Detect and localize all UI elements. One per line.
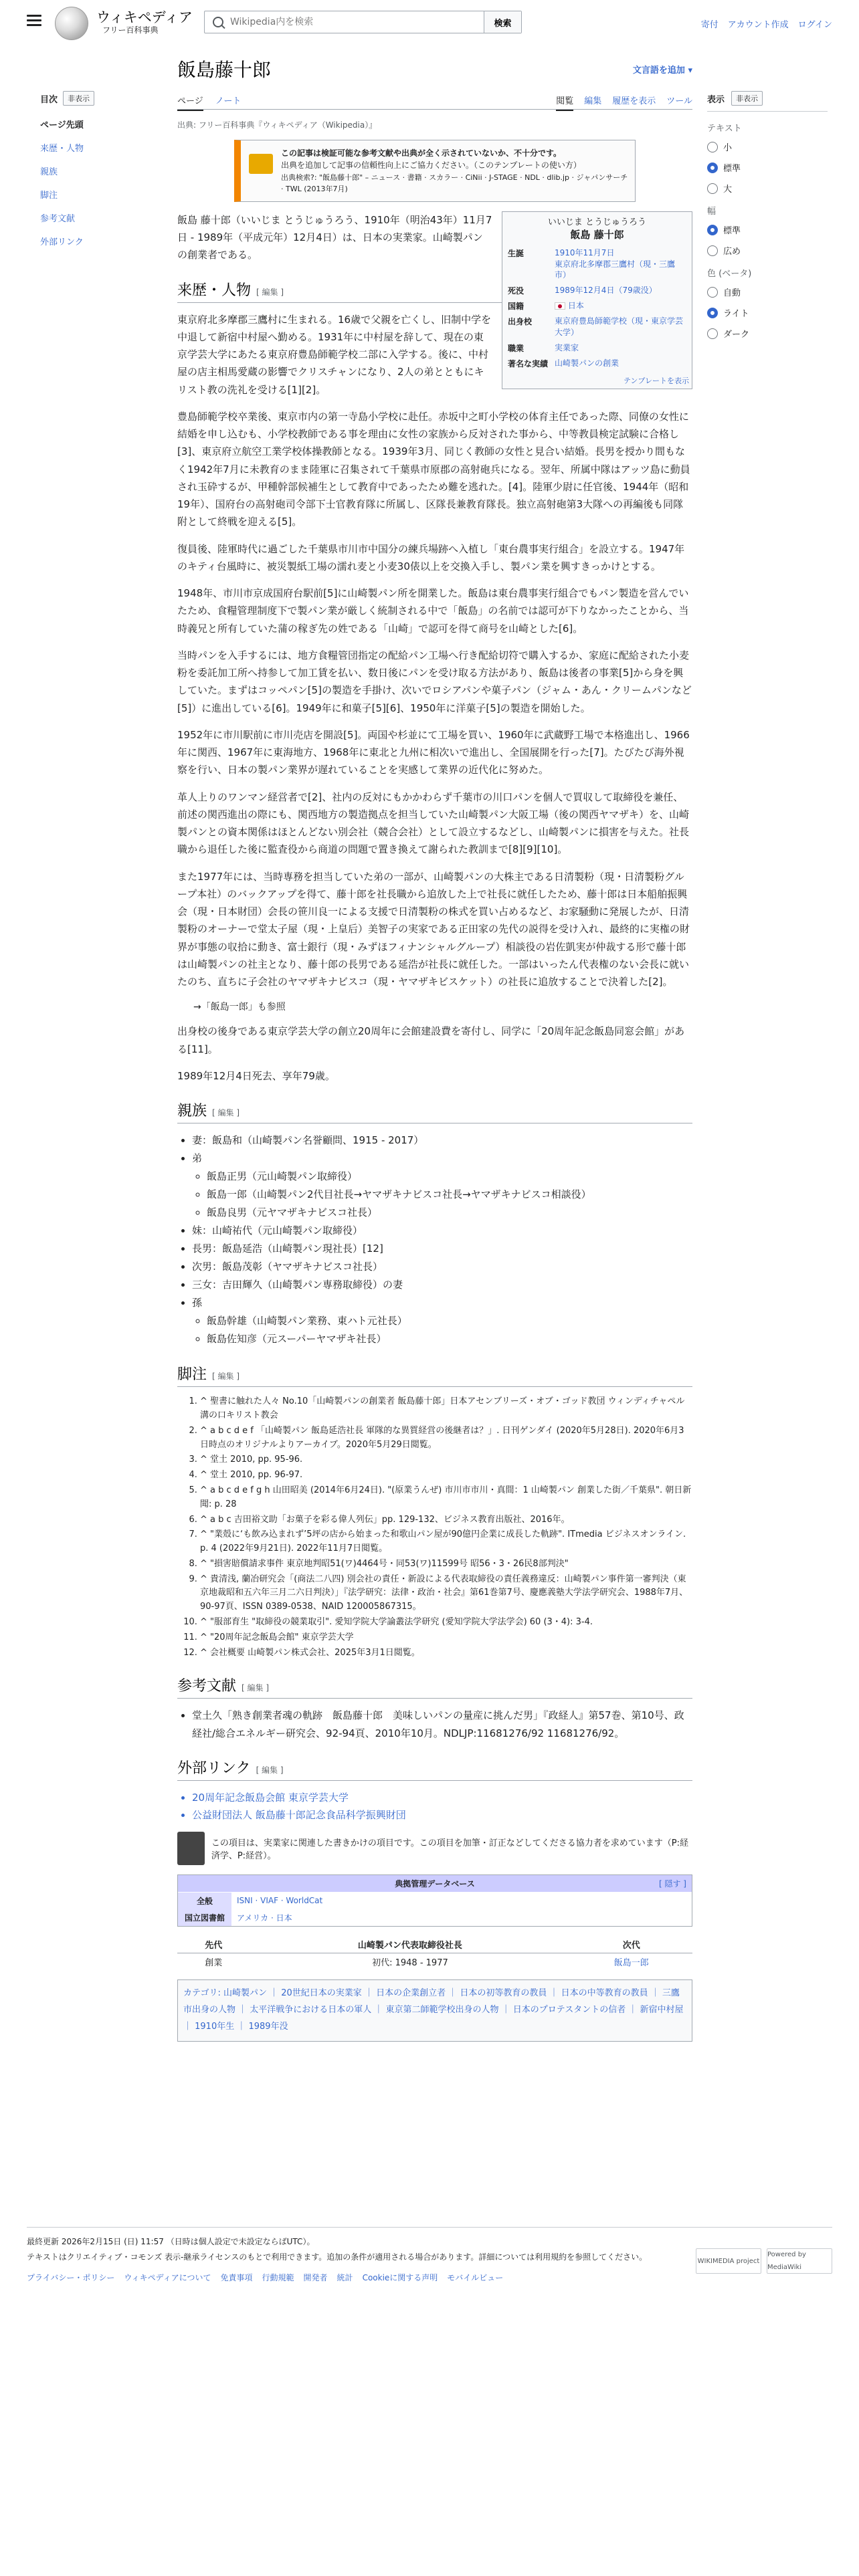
toc-item[interactable]: 来歴・人物 bbox=[40, 144, 84, 154]
color-label: 色 (ベータ) bbox=[707, 269, 752, 279]
infobox-value[interactable]: 1989年12月4日（79歳没） bbox=[555, 286, 657, 296]
appearance-panel bbox=[707, 91, 828, 348]
radio-label: ダーク bbox=[723, 330, 750, 340]
succession-prev: 創業 bbox=[205, 1958, 223, 1969]
section-heading-family: 親族 [ 編集 ] bbox=[177, 1099, 692, 1123]
section-heading-career: 来歴・人物 [ 編集 ] bbox=[177, 279, 692, 303]
reference-item[interactable]: 8. ^ "損害賠償請求事件 東京地判昭51(ワ)4464号・同53(ワ)11599号 昭56・3・26民8部判決" bbox=[200, 1558, 692, 1572]
page-title: 飯島藤十郎 bbox=[177, 59, 272, 81]
infobox-name: 飯島 藤十郎 bbox=[570, 228, 624, 241]
table-of-contents bbox=[40, 91, 161, 258]
infobox bbox=[502, 211, 692, 389]
reference-item[interactable]: 4. ^ 堂土 2010, pp. 96-97. bbox=[200, 1469, 692, 1483]
reference-item[interactable]: 3. ^ 堂土 2010, pp. 95-96. bbox=[200, 1453, 692, 1467]
list-item: • 長男：飯島延浩（山崎製パン現社長）[12] bbox=[192, 1240, 692, 1258]
list-item: • 孫 ◦ 飯島幹雄（山崎製パン業務、東ハト元社長） ◦ 飯島佐知彦（元スーパーヤマザキ社長） bbox=[192, 1294, 692, 1348]
stub-notice bbox=[177, 1832, 692, 1865]
search-icon bbox=[213, 17, 223, 27]
see-also-note[interactable]: →「飯島一郎」も参照 bbox=[193, 1002, 286, 1013]
radio-label: 広め bbox=[723, 247, 741, 257]
succession-next-label: 次代 bbox=[622, 1941, 640, 1951]
reference-item[interactable]: 9. ^ 貴清浅, 蘭冶研究会「(商法二八四) 別会社の責任・新設による代表取締役の責任義務違反：山崎製パン事件第一審判決（東京地裁昭和五六年三月二六日判決）」『法学研究：法律・政治・社会』第61巻第7号、慶應義塾大学法学研究会、1988年7月、90-97頁、ISSN 0389-0538、NAID 120005867315。 bbox=[200, 1573, 692, 1614]
appearance-title: 表示 bbox=[707, 94, 725, 105]
businessman-portrait-icon bbox=[177, 1832, 205, 1865]
edit-link[interactable]: [ 編集 ] bbox=[212, 1108, 240, 1118]
bibliography-list bbox=[192, 1707, 692, 1742]
main-content bbox=[177, 59, 692, 2042]
reference-item[interactable]: 1. ^ 聖書に触れた人々 No.10「山崎製パンの創業者 飯島藤十郎」日本アセンブリーズ・オブ・ゴッド教団 ウィンディチャペル 溝の口キリスト教会 bbox=[200, 1395, 692, 1423]
body-paragraph: 東京府北多摩郡三鷹村に生まれる。16歳で父親を亡くし、旧制中学を中退して新宿中村屋へ勤める。1931年に中村屋を辞して、現在の東京学芸大学にあたる東京府豊島師範学校二部に入学する。後に、中村屋の店主相馬愛蔵の影響でクリスチャンになり、2人の弟とともにキリスト教の洗礼を受ける[1][2]。 bbox=[177, 313, 492, 396]
category-links[interactable]: カテゴリ: 山崎製パン ｜ 20世紀日本の実業家 ｜ 日本の企業創立者 ｜ 日本の初等教育の教員 ｜ 日本の中等教育の教員 ｜ 三鷹市出身の人物 ｜ 太平洋戦争における日本の軍人 ｜ 東京第二師範学校出身の人物 ｜ 日本のプロテスタントの信者 ｜ 新宿中村屋 ｜ 1910年生 ｜ 1989年没 bbox=[177, 1979, 692, 2041]
toc-item[interactable]: 外部リンク bbox=[40, 237, 84, 247]
footer-link[interactable]: 統計 bbox=[337, 2272, 353, 2282]
footer-link[interactable]: 行動規範 bbox=[262, 2272, 294, 2282]
appearance-hide-button[interactable]: 非表示 bbox=[731, 91, 763, 106]
succession-prev-label: 先代 bbox=[205, 1941, 223, 1951]
bibliography-item: • 堂土久「熟き創業者魂の軌跡 飯島藤十郎 美味しいパンの量産に挑んだ男」『政経人』第57巻、第10号、政経社/総合エネルギー研究会、92-94頁、2010年10月。NDLJP:11681276/92 11681276/92。 bbox=[192, 1707, 692, 1742]
body-paragraph: 復員後、陸軍時代に過ごした千葉県市川市中国分の練兵場跡へ入植し「東台農事実行組合」を設立する。1947年のキティ台風時に、被災製紙工場の濡れ麦と小麦30俵以上を交換入手し、製パン業を興すきっかけとする。 bbox=[177, 542, 685, 572]
toc-hide-button[interactable]: 非表示 bbox=[63, 91, 94, 106]
list-item: • 妻：飯島和（山崎製パン名誉顧問、1915 - 2017） bbox=[192, 1132, 692, 1150]
text-size-label: テキスト bbox=[707, 124, 742, 134]
japan-flag-icon bbox=[555, 302, 565, 310]
list-item: • 妹：山崎祐代（元山崎製パン取締役） bbox=[192, 1222, 692, 1240]
tab-read[interactable]: 閲覧 bbox=[556, 94, 573, 111]
list-item: • 次男：飯島茂彰（ヤマザキナビスコ社長） bbox=[192, 1258, 692, 1276]
notice-main: この記事は検証可能な参考文献や出典が全く示されていないか、不十分です。 bbox=[281, 148, 562, 158]
body-paragraph: 出身校の後身である東京学芸大学の創立20周年に会館建設費を寄付し、同学に「20周年記念飯島同窓会館」がある[11]。 bbox=[177, 1025, 685, 1055]
body-paragraph: 1952年に市川駅前に市川売店を開設[5]。両国や杉並にて工場を買い、1960年に武蔵野工場で本格進出し、1966年に関西、1967年に東海地方、1968年に東北と九州に相次いで進出し、全国展開を行った[7]。たびたび海外視察を行い、日本の製パン業界が遅れていることを実感して業界の近代化に努めた。 bbox=[177, 728, 690, 776]
width-label: 幅 bbox=[707, 207, 717, 217]
edit-link[interactable]: [ 編集 ] bbox=[256, 1765, 284, 1775]
list-item: ◦ 飯島佐知彦（元スーパーヤマザキ社長） bbox=[207, 1330, 692, 1348]
infobox-value[interactable]: 山崎製パンの創業 bbox=[555, 358, 619, 368]
radio-label: 自動 bbox=[723, 288, 741, 298]
stub-text: この項目は、実業家に関連した書きかけの項目です。この項目を加筆・訂正などしてくださる協力者を求めています（P:経済学、P:経営）。 bbox=[211, 1838, 689, 1862]
add-language-button[interactable]: 文言語を追加 ▾ bbox=[632, 66, 692, 76]
infobox-value[interactable]: 実業家 bbox=[555, 342, 579, 352]
last-updated: 最終更新 2026年2月15日 (日) 11:57 （日時は個人設定で未設定ならばUTC）。 bbox=[27, 2237, 315, 2246]
footer-link[interactable]: Cookieに関する声明 bbox=[362, 2272, 438, 2282]
footer bbox=[27, 2227, 832, 2285]
license-text: テキストはクリエイティブ・コモンズ 表示-継承ライセンスのもとで利用できます。追加の条件が適用される場合があります。詳細については利用規約を参照してください。 bbox=[27, 2252, 648, 2262]
authority-value[interactable]: アメリカ · 日本 bbox=[231, 1909, 692, 1927]
from-line: 出典: フリー百科事典『ウィキペディア（Wikipedia）』 bbox=[177, 120, 377, 130]
list-item: • 弟 ◦ 飯島正男（元山崎製パン取締役） ◦ 飯島一郎（山崎製パン2代目社長→ヤマザキナビスコ社長→ヤマザキナビスコ相談役） ◦ 飯島良男（元ヤマザキナビスコ社長） bbox=[192, 1150, 692, 1222]
list-item: • 三女：吉田輝久（山崎製パン専務取締役）の妻 bbox=[192, 1276, 692, 1294]
radio-label: 標準 bbox=[723, 226, 741, 236]
external-links-list bbox=[192, 1789, 692, 1824]
infobox-ruby: いいじま とうじゅうろう bbox=[547, 217, 647, 227]
radio-text-small[interactable] bbox=[707, 142, 718, 152]
show-template-link[interactable]: テンプレートを表示 bbox=[623, 376, 689, 385]
radio-color-light[interactable] bbox=[707, 308, 718, 318]
edit-link[interactable]: [ 編集 ] bbox=[256, 287, 284, 297]
search-button[interactable]: 検索 bbox=[484, 11, 521, 33]
succession-box bbox=[177, 1936, 692, 1970]
footer-link[interactable]: 開発者 bbox=[303, 2272, 328, 2282]
reference-item[interactable]: 10. ^ "服部育生 "取締役の競業取引". 愛知学院大学論叢法学研究 (愛知学院大学法学会) 60 (3・4): 3-4. bbox=[200, 1616, 692, 1630]
list-item: ◦ 飯島正男（元山崎製パン取締役） bbox=[207, 1168, 692, 1186]
references-list bbox=[200, 1395, 692, 1660]
footer-link[interactable]: ウィキペディアについて bbox=[124, 2272, 211, 2282]
search-box bbox=[204, 11, 522, 33]
reference-item[interactable]: 2. ^ a b c d e f 「山崎製パン 飯島延浩社長 軍隊的な異質経営の後継者は？」. 日刊ゲンダイ (2020年5月28日). 2020年6月3日時点のオリジナルよりアーカイブ。2020年5月29日閲覧。 bbox=[200, 1424, 692, 1453]
edit-link[interactable]: [ 編集 ] bbox=[212, 1372, 240, 1382]
infobox-label: 死没 bbox=[508, 286, 524, 296]
body-paragraph: 1948年、市川市京成国府台駅前[5]に山崎製パン所を開業した。飯島は東台農事実行組合でもパン製造を営んでいたため、食糧管理制度下で製パン業が厳しく統制される中で「飯島」の名前では認可が下りなかったことから、当時義兄と所有していた蒲の稼ぎ先の姓である「山崎」で認可を得て商号を山崎とした[6]。 bbox=[177, 587, 689, 635]
list-item: ◦ 飯島一郎（山崎製パン2代目社長→ヤマザキナビスコ社長→ヤマザキナビスコ相談役） bbox=[207, 1186, 692, 1204]
radio-color-dark[interactable] bbox=[707, 328, 718, 339]
succession-term: 初代: 1948 - 1977 bbox=[372, 1958, 448, 1969]
radio-label: 小 bbox=[723, 143, 733, 153]
authority-hide-button[interactable]: [ 隠す ] bbox=[659, 1879, 686, 1889]
toc-item[interactable]: 親族 bbox=[40, 167, 58, 177]
infobox-label: 著名な実績 bbox=[508, 358, 549, 368]
tab-edit[interactable]: 編集 bbox=[584, 96, 602, 106]
infobox-label: 出身校 bbox=[508, 317, 533, 327]
lead-paragraph: 飯島 藤十郎（いいじま とうじゅうろう、1910年（明治43年）11月7日 - 1989年（平成元年）12月4日）は、日本の実業家。山崎製パンの創業者である。 bbox=[177, 213, 492, 261]
header bbox=[0, 0, 859, 47]
reference-item[interactable]: 6. ^ a b c 吉田裕文助「お菓子を彩る偉人列伝」pp. 129-132、ビジネス教育出版社、2016年。 bbox=[200, 1513, 692, 1527]
authority-label: 国立図書館 bbox=[178, 1909, 231, 1927]
edit-link[interactable]: [ 編集 ] bbox=[242, 1683, 270, 1693]
footer-link[interactable]: モバイルビュー bbox=[447, 2272, 504, 2282]
family-list bbox=[192, 1132, 692, 1348]
infobox-label: 国籍 bbox=[508, 302, 524, 312]
radio-label: ライト bbox=[723, 309, 749, 319]
page-tabs bbox=[177, 90, 692, 110]
citation-notice bbox=[234, 140, 636, 202]
succession-title: 山崎製パン代表取締役社長 bbox=[357, 1941, 462, 1951]
body-paragraph: 革人上りのワンマン経営者で[2]、社内の反対にもかかわらず千葉市の川口パンを個人で買収して取締役を兼任、前述の関西進出の際にも、関西地方の製造拠点を担当していた山崎製パン大阪工場（後の関西ヤマザキ）を、山崎製パンとの資本関係はほとんどない別会社（競合会社）として設立するなどし、山崎製パンに損害を与えた。社長職から退任した後に監査役から商道の問題で置き換えて謝られた教訓まで[8][9][10]。 bbox=[177, 790, 690, 856]
authority-title: 典拠管理データベース bbox=[395, 1879, 475, 1889]
body-paragraph: また1977年には、当時専務を担当していた弟の一部が、山崎製パンの大株主である日清製粉（現・日清製粉グループ本社）のバックアップを得て、藤十郎を社長職から追放した上で社長に就任したため、藤十郎は日本船舶振興会（現・日本財団）会長の笹川良一による支援で日清製粉の株式を買い占めるなど、お家騒動に発展したが、日清製粉のオーナーで堂太子屋（現・上皇后）美智子の実家である正田家の先代の説得を受け入れ、最終的に実権の財界が事態の収拾に動き、富士銀行（現・みずほフィナンシャルグループ）相談役の岩佐凱実が仲裁する形で藤十郎は山崎製パンの社主となり、藤十郎の長男である延浩が社長に就任した。一部はいったん代表権のない会長に就いたのち、直ちに子会社のヤマザキナビスコ（現・ヤマザキビスケット）の社長に追放することで決着した[2]。 bbox=[177, 870, 690, 988]
radio-color-auto[interactable] bbox=[707, 287, 718, 298]
infobox-label: 生誕 bbox=[508, 248, 524, 258]
notice-sub[interactable]: 出典を追加して記事の信頼性向上にご協力ください。（このテンプレートの使い方） bbox=[281, 160, 581, 171]
section-heading-bibliography: 参考文献 [ 編集 ] bbox=[177, 1675, 692, 1699]
footer-link[interactable]: プライバシー・ポリシー bbox=[27, 2272, 115, 2282]
radio-text-large[interactable] bbox=[707, 183, 718, 194]
authority-label: 全般 bbox=[178, 1893, 231, 1909]
external-link[interactable]: • 20周年記念飯島会館 東京学芸大学 bbox=[192, 1789, 692, 1806]
reference-item[interactable]: 11. ^ "20周年記念飯島会館" 東京学芸大学 bbox=[200, 1631, 692, 1645]
body-paragraph: 豊島師範学校卒業後、東京市内の第一寺島小学校に赴任。赤坂中之町小学校の体育主任であった際、同僚の女性に結婚を申し込むも、小学校教師である事を理由に女性の家族から反対された事から、中等教員検定試験に合格し[3]、東京府立航空工業学校体操教師となる。1939年3月、同じく教師の女性と見合い結婚。長男を授かり間もなく1942年7月に未教育のまま陸軍に召集されて千葉県市原郡の高射砲兵になる。翌年、所属中隊はアッツ島に動員され玉砕するが、甲種幹部候補生として教育中であったため難を逃れた。[4]。陸軍少尉に任官後、1944年（昭和19年）、国府台の高射砲司令部下士官教育隊に所属し、区隊長兼教育隊長。独立高射砲第3大隊への再編後も同隊附として終戦を迎える[5]。 bbox=[177, 410, 690, 528]
wikipedia-logo-icon[interactable] bbox=[55, 7, 88, 40]
tab-page[interactable]: ページ bbox=[177, 94, 203, 111]
authority-value[interactable]: ISNI · VIAF · WorldCat bbox=[231, 1893, 692, 1909]
infobox-value[interactable]: 日本 bbox=[567, 301, 584, 311]
login-link[interactable]: ログイン bbox=[797, 20, 832, 30]
external-link[interactable]: • 公益財団法人 飯島藤十郎記念食品科学振興財団 bbox=[192, 1806, 692, 1824]
personal-tools bbox=[701, 17, 832, 30]
notice-search[interactable]: 出典検索?: "飯島藤十郎" – ニュース · 書籍 · スカラー · CiNii · J-STAGE · NDL · dlib.jp · ジャパンサーチ · TWL (2013年7月) bbox=[281, 173, 628, 193]
site-name[interactable]: ウィキペディア bbox=[96, 9, 193, 25]
infobox-label: 職業 bbox=[508, 343, 524, 353]
reference-item[interactable]: 5. ^ a b c d e f g h 山田昭美 (2014年6月24日). "(原業うんぜ) 市川市市川・真間：1 山崎製パン 創業した街／千葉県". 朝日新聞: p. 28 bbox=[200, 1484, 692, 1512]
toc-item[interactable]: ページ先頭 bbox=[40, 120, 84, 130]
reference-item[interactable]: 12. ^ 会社概要 山崎製パン株式会社、2025年3月1日閲覧。 bbox=[200, 1646, 692, 1660]
infobox-value[interactable]: 1910年11月7日 東京府北多摩郡三鷹村（現・三鷹市） bbox=[555, 247, 676, 280]
menu-icon[interactable] bbox=[27, 15, 41, 27]
mediawiki-badge[interactable]: Powered by MediaWiki bbox=[767, 2248, 832, 2274]
search-input[interactable] bbox=[223, 12, 484, 32]
footer-link[interactable]: 免責事項 bbox=[220, 2272, 253, 2282]
succession-next[interactable]: 飯島一郎 bbox=[613, 1958, 649, 1969]
donate-link[interactable]: 寄付 bbox=[700, 20, 719, 30]
create-account-link[interactable]: アカウント作成 bbox=[727, 20, 789, 30]
toc-item[interactable]: 脚注 bbox=[40, 191, 58, 201]
toc-title: 目次 bbox=[40, 94, 58, 105]
radio-width-wide[interactable] bbox=[707, 245, 718, 256]
site-subtitle: フリー百科事典 bbox=[102, 25, 159, 35]
book-icon bbox=[249, 154, 273, 174]
section-heading-external-links: 外部リンク [ 編集 ] bbox=[177, 1757, 692, 1781]
tab-talk[interactable]: ノート bbox=[215, 96, 242, 106]
tab-tools[interactable]: ツール bbox=[666, 96, 692, 106]
tab-history[interactable]: 履歴を表示 bbox=[612, 96, 656, 106]
section-heading-notes: 脚注 [ 編集 ] bbox=[177, 1363, 692, 1387]
toc-item[interactable]: 参考文献 bbox=[40, 214, 76, 224]
list-item: ◦ 飯島幹雄（山崎製パン業務、東ハト元社長） bbox=[207, 1312, 692, 1330]
reference-item[interactable]: 7. ^ "業殻に‘も飲み込まれず’5坪の店から始まった和歌山パン屋が90億円企業に成長した軌跡". ITmedia ビジネスオンライン. p. 4 (2022年9月21日). 2022年11月7日閲覧。 bbox=[200, 1528, 692, 1556]
body-paragraph: 1989年12月4日死去、享年79歳。 bbox=[177, 1069, 335, 1082]
authority-control bbox=[177, 1874, 692, 1927]
list-item: ◦ 飯島良男（元ヤマザキナビスコ社長） bbox=[207, 1204, 692, 1222]
radio-label: 大 bbox=[723, 185, 733, 195]
wikimedia-badge[interactable]: WIKIMEDIA project bbox=[696, 2248, 761, 2274]
body-paragraph: 当時パンを入手するには、地方食糧管団指定の配給パン工場へ行き配給切符で購入するか、家庭に配給された小麦粉を委託加工所へ持参して加工賃を払い、数日後にパンを受け取る方法があり、飯島は後者の事業[5]から身を興していた。まずはコッペパン[5]の製造を手掛け、次いでロシアパンや菓子パン（ジャム・あん・クリームパンなど[5]）に進出している[6]。1949年に和菓子[5][6]、1950年に洋菓子[5]の製造を開始した。 bbox=[177, 649, 692, 714]
radio-text-standard[interactable] bbox=[707, 163, 718, 173]
radio-label: 標準 bbox=[723, 164, 741, 174]
infobox-value[interactable]: 東京府豊島師範学校（現・東京学芸大学） bbox=[555, 316, 684, 338]
radio-width-standard[interactable] bbox=[707, 225, 718, 235]
